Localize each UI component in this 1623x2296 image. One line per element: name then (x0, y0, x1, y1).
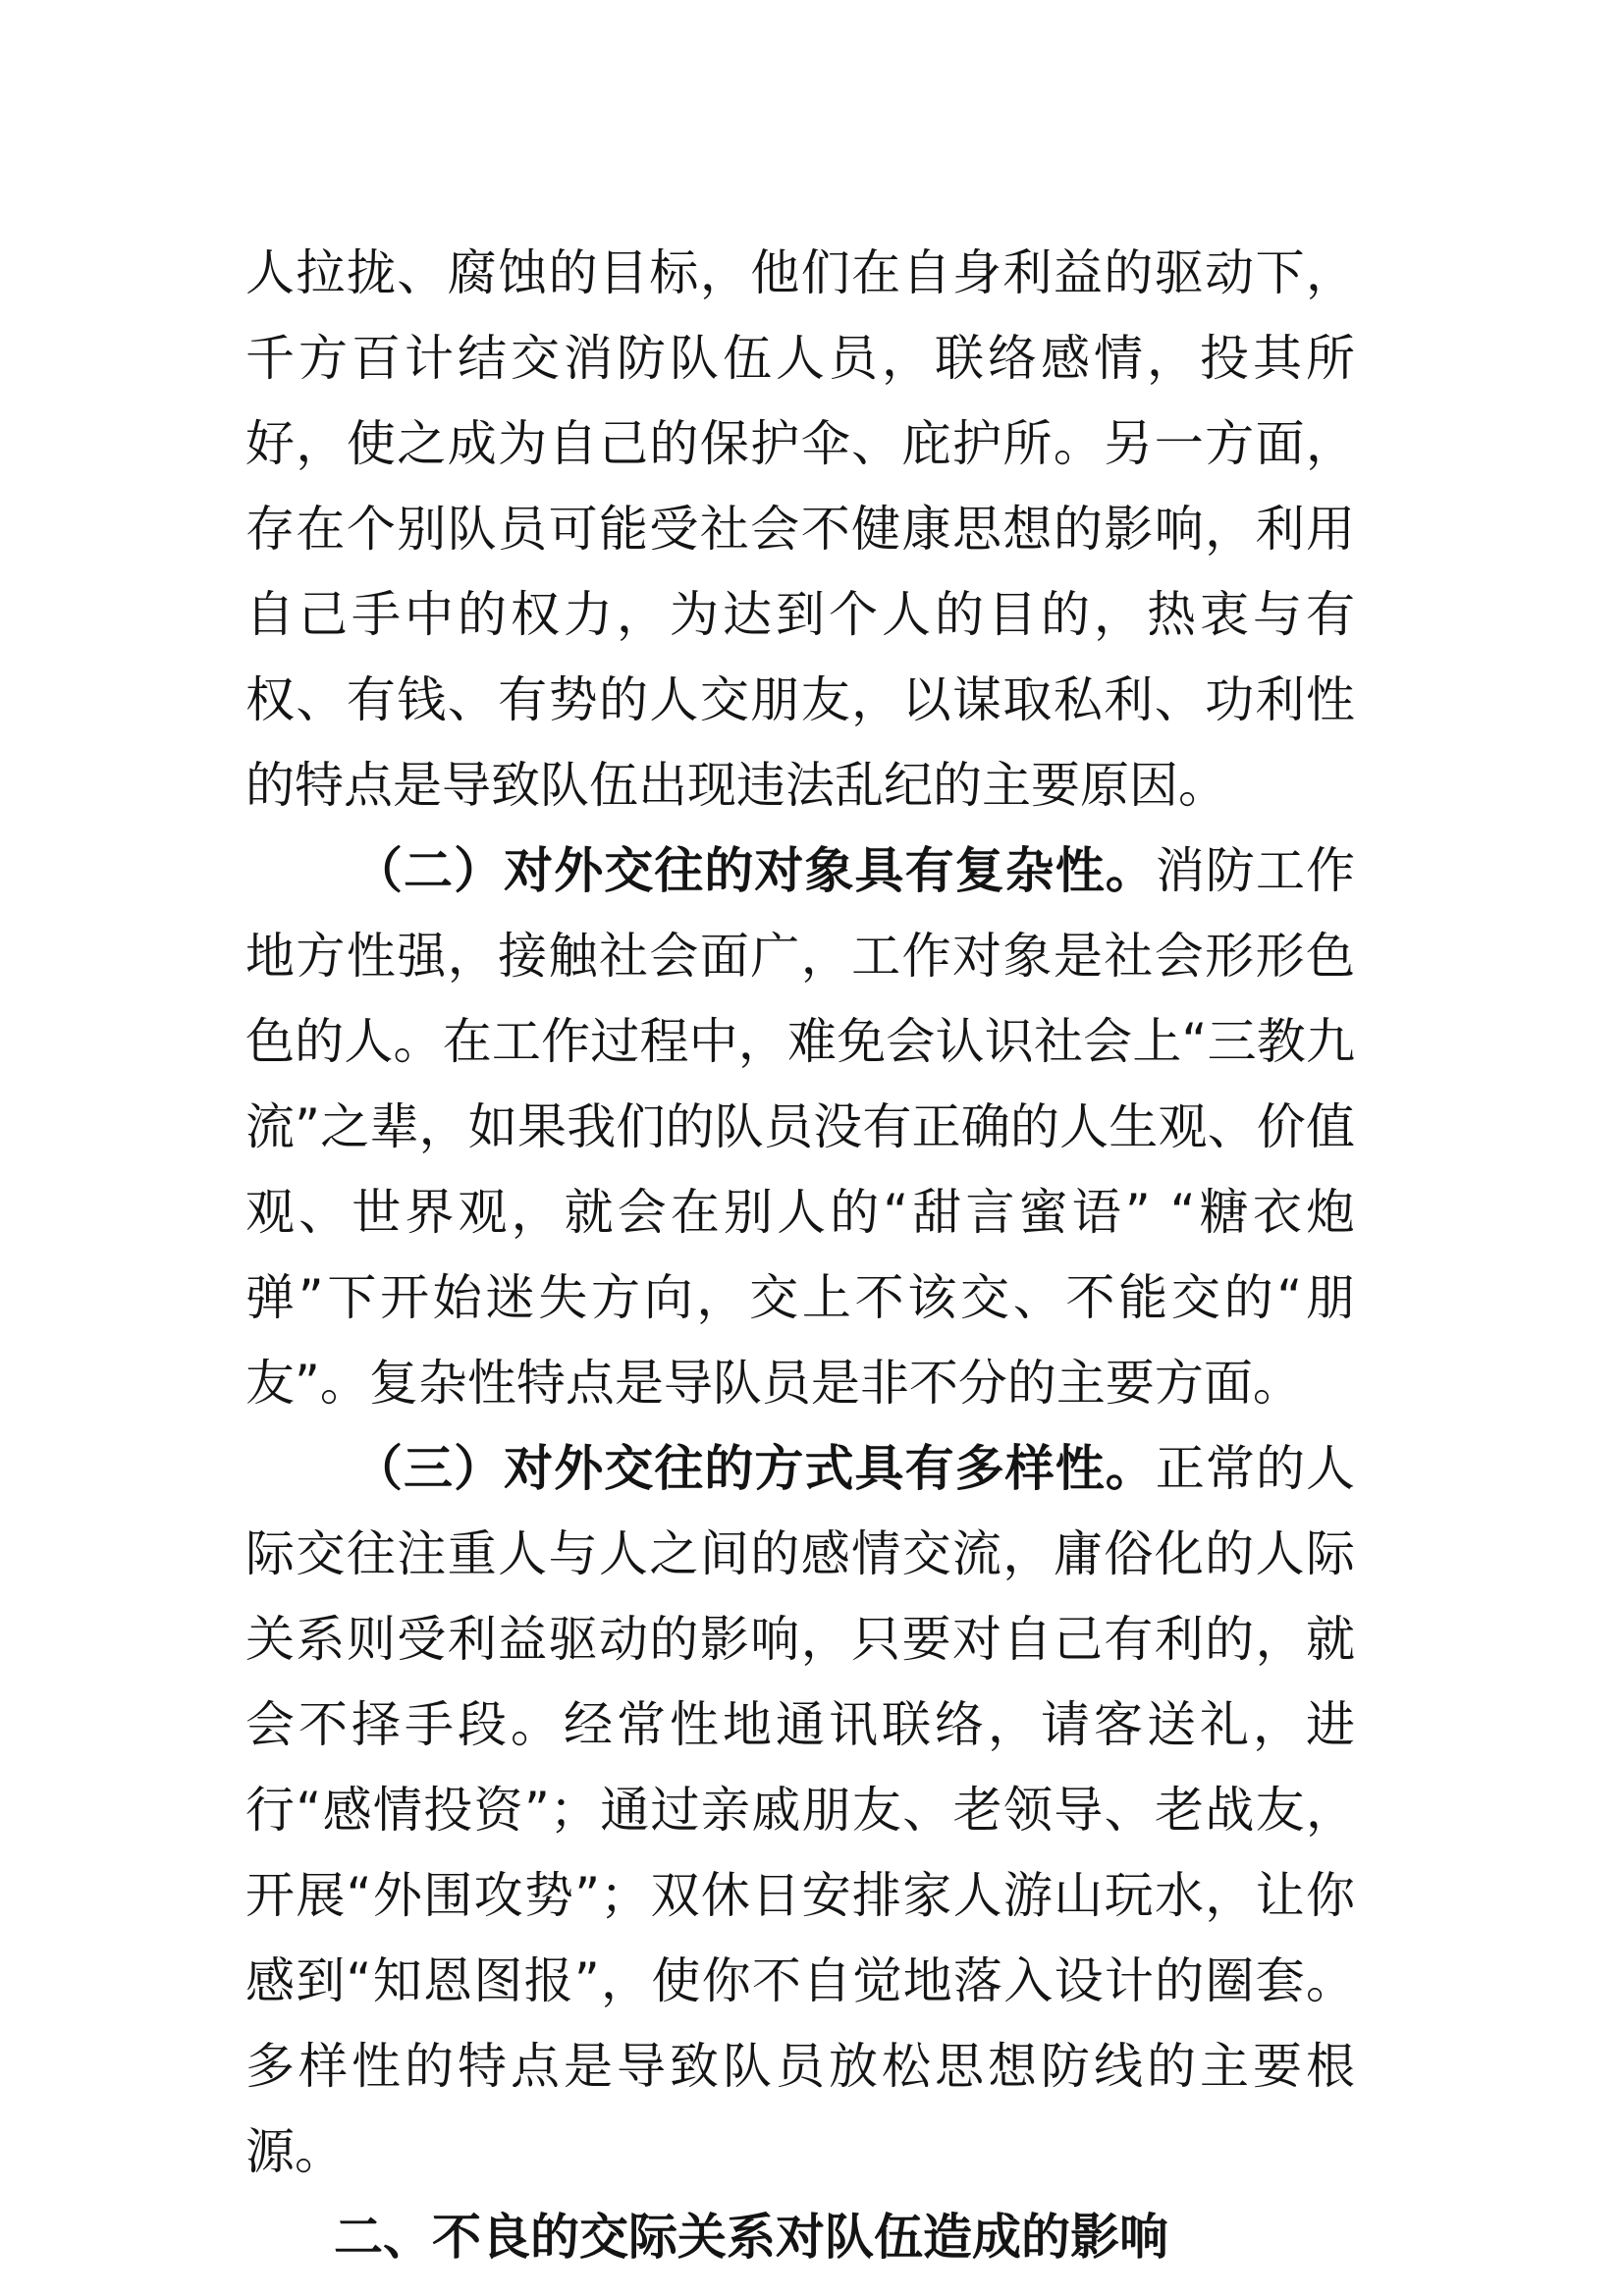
paragraph-text: 人拉拢、腐蚀的目标，他们在自身利益的驱动下，千方百计结交消防队伍人员，联络感情，投其所好，使之成为自己的保护伞、庇护所。另一方面，存在个别队员可能受社会不健康思想的影响，利用自己手中的权力，为达到个人的目的，热衷与有权、有钱、有势的人交朋友，以谋取私利、功利性的特点是导致队伍出现违法乱纪的主要原因。 (245, 244, 1355, 814)
paragraph-lead-heading: （三）对外交往的方式具有多样性。 (353, 1440, 1156, 1497)
paragraph-complexity (245, 828, 1355, 1426)
paragraph-continued (245, 231, 1355, 828)
paragraph-lead-heading: （二）对外交往的对象具有复杂性。 (353, 842, 1156, 899)
paragraph-diversity (245, 1426, 1355, 2195)
section-heading: 二、不良的交际关系对队伍造成的影响 (334, 2209, 1168, 2266)
body-text (245, 231, 1355, 2280)
paragraph-text: 消防工作地方性强，接触社会面广，工作对象是社会形形色色的人。在工作过程中，难免会认识社会上“三教九流”之辈，如果我们的队员没有正确的人生观、价值观、世界观，就会在别人的“甜言蜜语” “糖衣炮弹”下开始迷失方向，交上不该交、不能交的“朋友”。复杂性特点是导队员是非不分的主要方面。 (245, 842, 1356, 1412)
paragraph-text: 正常的人际交往注重人与人之间的感情交流，庸俗化的人际关系则受利益驱动的影响，只要对自己有利的，就会不择手段。经常性地通讯联络，请客送礼，进行“感情投资”；通过亲戚朋友、老领导、老战友，开展“外围攻势”；双休日安排家人游山玩水，让你感到“知恩图报”，使你不自觉地落入设计的圈套。多样性的特点是导致队员放松思想防线的主要根源。 (245, 1440, 1356, 2180)
